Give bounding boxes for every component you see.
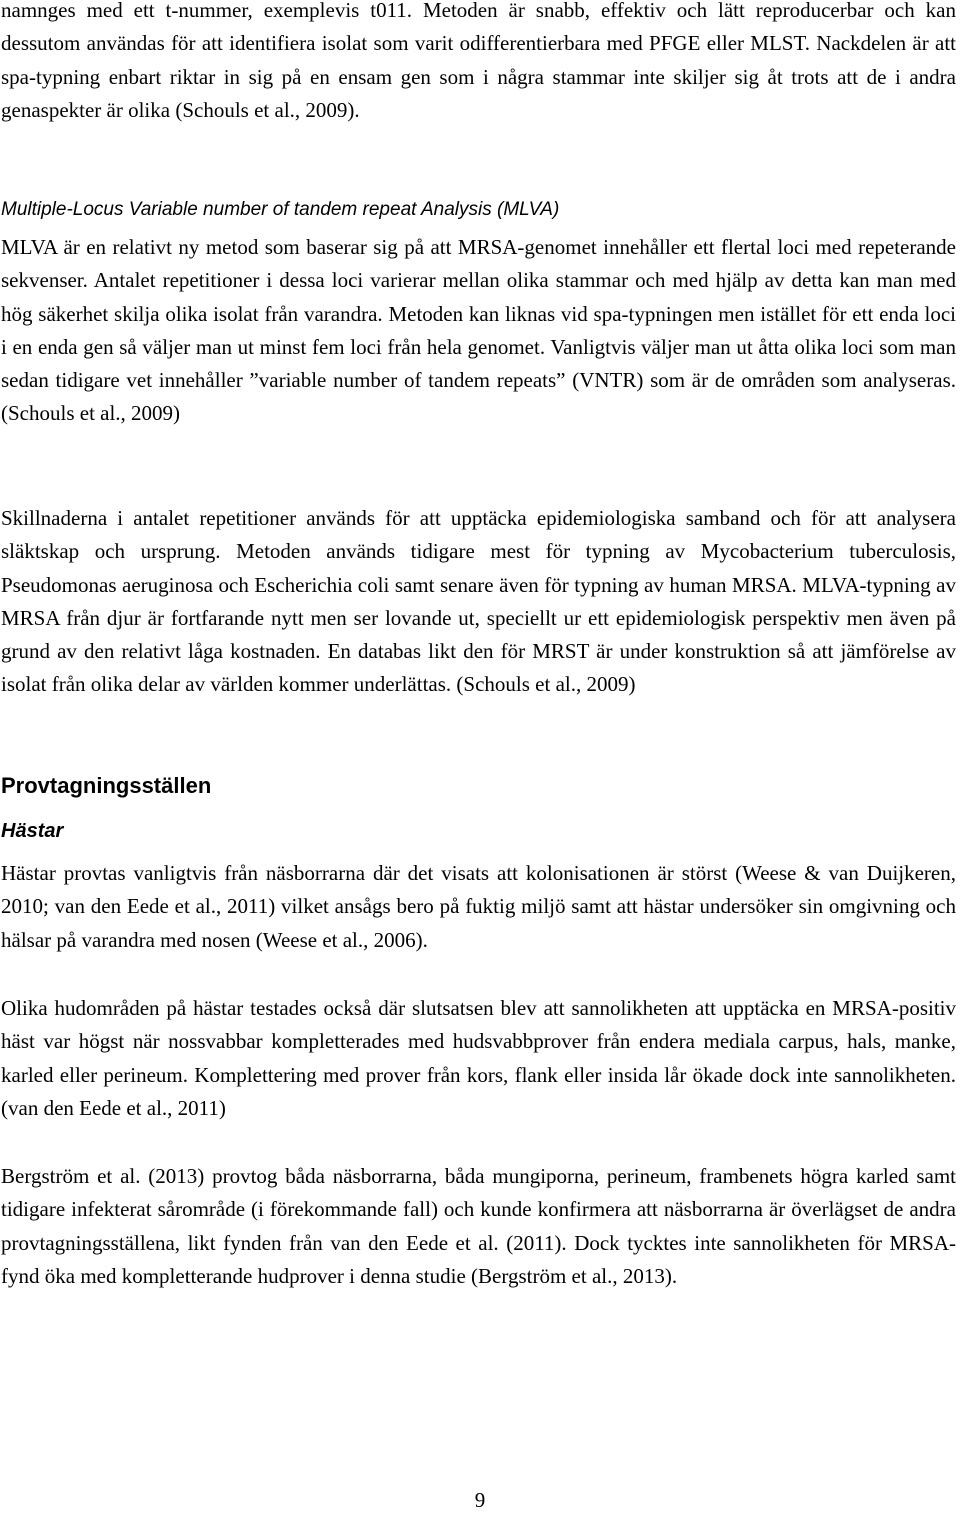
paragraph-bergstrom: Bergström et al. (2013) provtog båda näsborrarna, båda mungiporna, perineum, frambenets högra karled samt tidigare infekterat sårområde (i förekommande fall) och kunde konfirmera att näsborrarna är överlägset de andra provtagningsställena, likt fynden från van den Eede et al. (2011). Dock tycktes inte sannolikheten för MRSA-fynd öka med kompletterande hudprover i denna studie (Bergström et al., 2013). xyxy=(1,1164,956,1288)
subsection-heading-hastar: Hästar xyxy=(1,820,64,842)
paragraph-skin-areas: Olika hudområden på hästar testades också där slutsatsen blev att sannolikheten att upptäcka en MRSA-positiv häst var högst när nossvabbar kompletterades med hudsvabbprover från endera mediala carpus, hals, manke, karled eller perineum. Komplettering med prover från kors, flank eller insida lår ökade dock inte sannolikheten. (van den Eede et al., 2011) xyxy=(1,996,956,1120)
paragraph-spa-typing-end: namnges med ett t-nummer, exemplevis t011. Metoden är snabb, effektiv och lätt reproducerbar och kan dessutom användas för att identifiera isolat som varit odifferentierbara med PFGE eller MLST. Nackdelen är att spa-typning enbart riktar in sig på en ensam gen som i några stammar inte skiljer sig åt trots att de i andra genaspekter är olika (Schouls et al., 2009). xyxy=(1,0,956,122)
paragraph-mlva-usage: Skillnaderna i antalet repetitioner används för att upptäcka epidemiologiska samband och för att analysera släktskap och ursprung. Metoden används tidigare mest för typning av Mycobacterium tuberculosis, Pseudomonas aeruginosa och Escherichia coli samt senare även för typning av human MRSA. MLVA-typning av MRSA från djur är fortfarande nytt men ser lovande ut, speciellt ur ett epidemiologisk perspektiv men även på grund av den relativt låga kostnaden. En databas likt den för MRST är under konstruktion så att jämförelse av isolat från olika delar av världen kommer underlättas. (Schouls et al., 2009) xyxy=(1,506,956,697)
page-number: 9 xyxy=(474,1488,486,1512)
paragraph-mlva-intro: MLVA är en relativt ny metod som baserar sig på att MRSA-genomet innehåller ett flertal loci med repeterande sekvenser. Antalet repetitioner i dessa loci varierar mellan olika stammar och med hjälp av detta kan man med hög säkerhet skilja olika isolat från varandra. Metoden kan liknas vid spa-typningen men istället för ett enda loci i en enda gen så väljer man ut minst fem loci från hela genomet. Vanligtvis väljer man ut åtta olika loci som man sedan tidigare vet innehåller ”variable number of tandem repeats” (VNTR) som är de områden som analyseras. (Schouls et al., 2009) xyxy=(1,235,956,426)
paragraph-horses-nostrils: Hästar provtas vanligtvis från näsborrarna där det visats att kolonisationen är störst (Weese & van Duijkeren, 2010; van den Eede et al., 2011) vilket ansågs bero på fuktig miljö samt att hästar undersöker sin omgivning och hälsar på varandra med nosen (Weese et al., 2006). xyxy=(1,861,956,952)
section-heading-provtagningsstallen: Provtagningsställen xyxy=(1,773,212,798)
mlva-heading: Multiple-Locus Variable number of tandem repeat Analysis (MLVA) xyxy=(1,199,560,220)
